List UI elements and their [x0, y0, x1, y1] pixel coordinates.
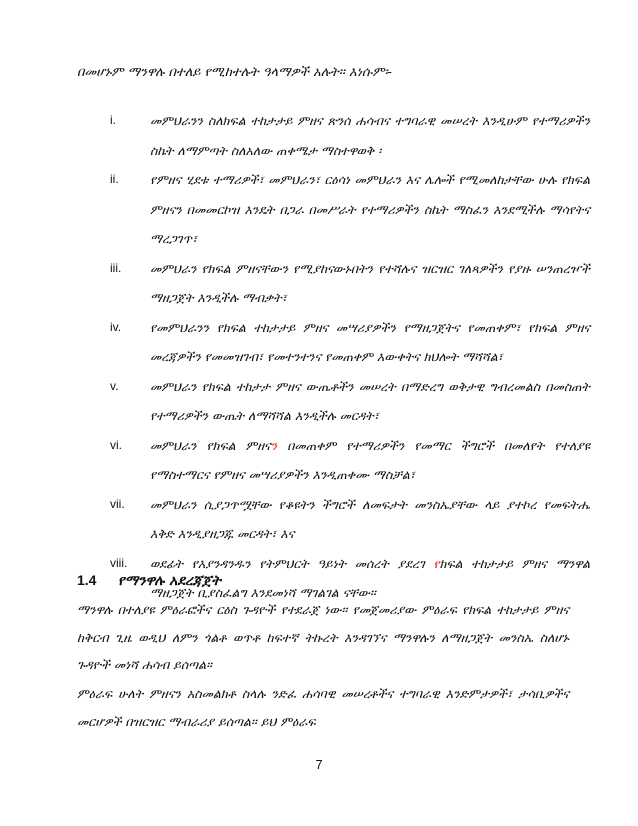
list-item-text: የምዘና ሂደቱ ተማሪዎች፣ መምህራን፣ ርዕሳነ መምህራን እና ሌሎች የሚመለከታቸው ሁሉ የክፍል ምዘናን በመመርኮዝ እንዴት በጋራ በመሥራት የተማሪዎችን ስኬት ማስፈን እንደሚችሉ ማሳየትና ማረጋገጥ፣ [150, 172, 590, 246]
list-item-number: i. [110, 113, 116, 127]
highlighted-character: የ [433, 555, 440, 571]
intro-paragraph: በመሆኑም ማንዋሉ በተለይ የሚከተሉት ዓላማዎች አሉት፡፡ እነሱም፡- [77, 65, 392, 80]
list-item-number: iii. [110, 260, 122, 275]
section-title: የማንዋሉ አደረጃጀት [117, 573, 221, 589]
list-item [110, 431, 590, 490]
list-item-number: iv. [110, 319, 122, 334]
list-item-text-continued: ክፍል ተከታታይ ምዘና ማንዋል ማዘጋጀት ቢያስፈልግ እንደመነሻ ማገልገል ናቸው፡፡ [150, 555, 590, 600]
objectives-list [110, 106, 590, 608]
list-item-text: መምህራን ሲያጋጥሟቸው የቆዩትን ችግሮች ለመፍታት መንስኤያቸው ላይ ያተኮረ የመፍትሔ እቅድ እንዲያዘጋጁ መርዳት፣ እና [150, 496, 590, 541]
list-item-text: መምህራንን ስለክፍል ተከታታይ ምዘና ጽንሰ ሐሳብና ተግባራዊ መሠረት እንዲሁም የተማሪዎችን ስኬት ለማምጣት ስለአለው ጠቀሜታ ማስተዋወቅ ፡ [150, 113, 590, 158]
list-item [110, 313, 590, 372]
list-item-number: viii. [110, 555, 128, 570]
list-item [110, 490, 590, 549]
list-item [110, 165, 590, 254]
list-item-text: ወደፊት የእያንዳንዱን የትምህርት ዓይነት መሰረት ያደረገ [150, 555, 434, 571]
list-item [110, 106, 590, 165]
list-item-text: መምህራን የክፍል ምዘና [150, 437, 271, 453]
list-item-number: vii. [110, 496, 125, 511]
list-item-number: ii. [110, 172, 119, 186]
body-paragraph: ምዕራፍ ሁለት ምዘናን አስመልክቶ ስላሉ ንድፈ ሐሳባዊ መሠረቶችና ተግባራዊ እንድምታዎች፣ ታሳቢዎችና መርሆዎች በዝርዝር ማብራሪያ ይሰጣል፡፡ ይህ ምዕራፍ [77, 686, 569, 729]
list-item-text-continued: በመጠቀም የተማሪዎችን የመማር ችግሮች በመለየት የተለያዩ የማስተማርና የምዘና መሣሪያዎችን እንዲጠቀሙ ማስቻል፣ [150, 437, 590, 482]
list-item-text: መምህራን የክፍል ተከታታ ምዘና ውጤቶችን መሠረት በማድረግ ወቅታዊ ግብረመልስ በመስጠት የተማሪዎችን ውጤት ለማሻሻል እንዲችሉ መርዳት፣ [150, 378, 590, 423]
list-item [110, 254, 590, 313]
highlighted-character: ን [270, 437, 278, 453]
body-paragraph: ማንዋሉ በተለያዩ ምዕራፎችና ርዕስ ጉዳዮች የተደራጀ ነው፡፡ የመጀመሪያው ምዕራፍ የክፍል ተከታታይ ምዘና ከቅርብ ጊዜ ወዲህ ለምን ጎልቶ ወጥቶ ከፍተኛ ትኩረት እንዳገኘና ማንዋሉን ለማዘጋጀት መንስኤ ስለሆኑ ጉዳዮች መነሻ ሐሳብ ይሰጣል፡፡ [77, 602, 569, 672]
section-heading [77, 572, 221, 589]
list-item-text: የመምህራንን የክፍል ተከታታይ ምዘና መሣሪያዎችን የማዘጋጀትና የመጠቀም፣ የክፍል ምዘና መረጃዎችን የመመዝገብ፣ የመተንተንና የመጠቀም እውቀትና ክህሎት ማሻሻል፣ [150, 319, 590, 364]
list-item-number: vi. [110, 437, 122, 452]
section-number: 1.4 [77, 572, 97, 588]
page-number: 7 [315, 757, 323, 772]
list-item-number: v. [110, 378, 119, 393]
list-item-text: መምህራን የክፍል ምዘናቸውን የሚያከናውኑበትን የተሻሉና ዝርዝር ገለጻዎችን የያዙ ሠንጠረዦች ማዘጋጀት እንዲችሉ ማብቃት፣ [150, 260, 590, 305]
list-item [110, 372, 590, 431]
